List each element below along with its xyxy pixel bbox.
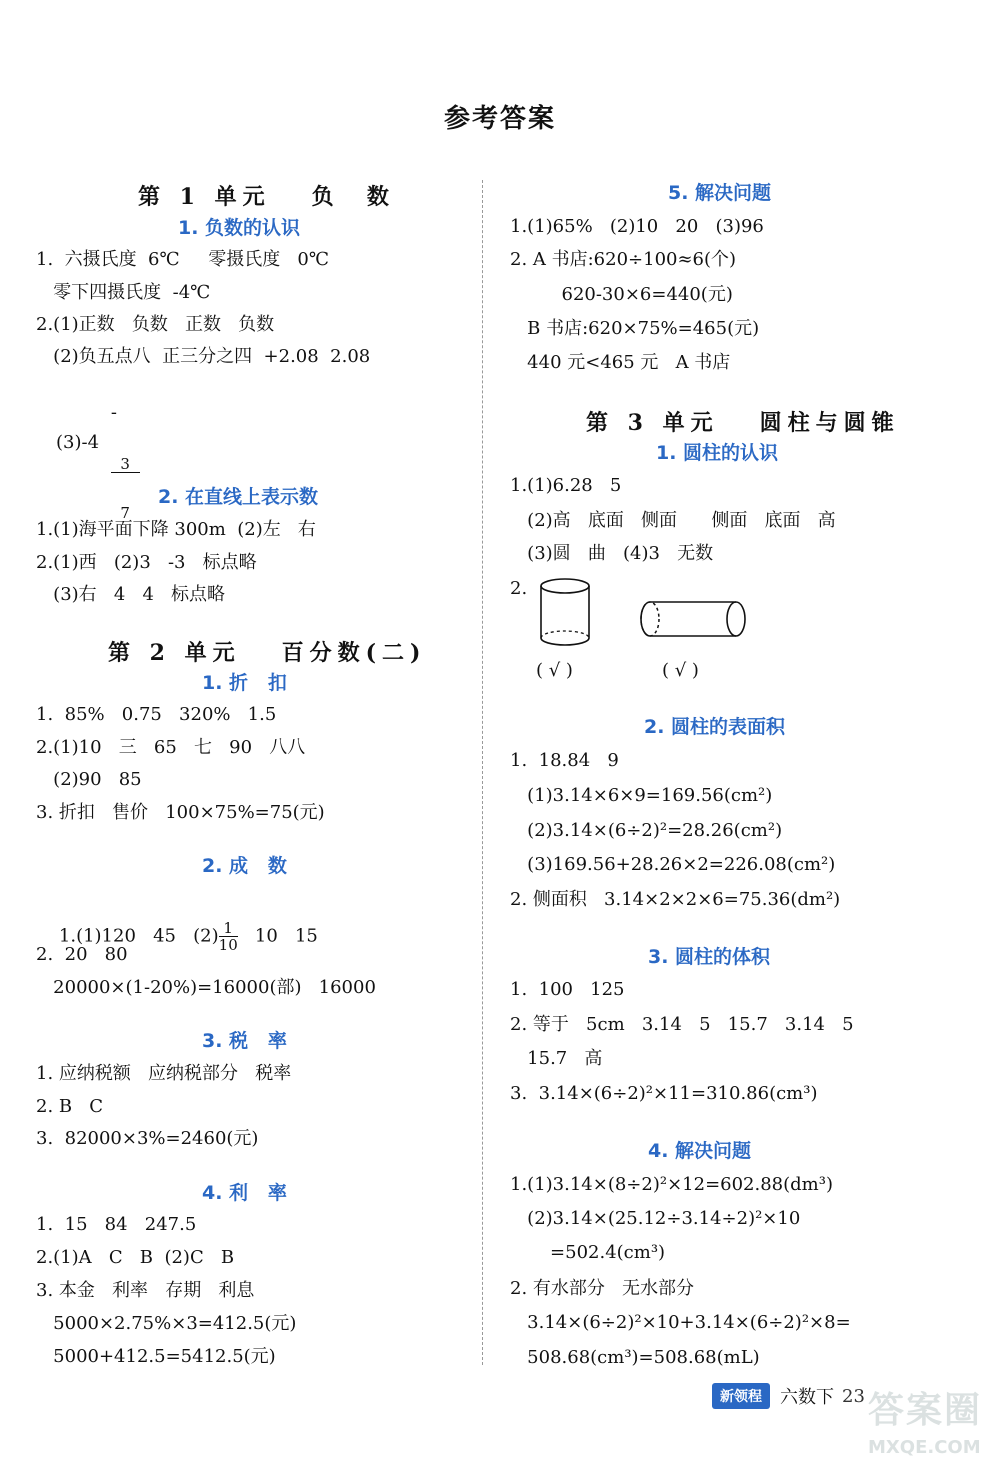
answer-line: 440 元<465 元 A 书店: [510, 352, 731, 373]
answer-line: (2)90 85: [36, 769, 142, 790]
answer-line: 3. 本金 利率 存期 利息: [36, 1280, 255, 1301]
unit-3-heading: 第 3 单元 圆柱与圆锥: [586, 410, 900, 436]
answer-line: 1. 应纳税额 应纳税部分 税率: [36, 1063, 292, 1084]
fraction-numerator: 3: [111, 456, 140, 473]
answer-line: (3)-4: [56, 432, 100, 453]
section-heading: 3. 圆柱的体积: [648, 946, 771, 968]
section-heading: 1. 折 扣: [202, 672, 287, 694]
answer-line: 2. 有水部分 无水部分: [510, 1278, 695, 1299]
answer-line: (2)3.14×(6÷2)²=28.26(cm²): [510, 820, 783, 841]
answer-line: 1. 六摄氏度 6℃ 零摄氏度 0℃: [36, 249, 330, 270]
answer-line: 2.(1)10 三 65 七 90 八八: [36, 737, 306, 758]
answer-line: 3. 折扣 售价 100×75%=75(元): [36, 802, 325, 823]
answer-line: 1.(1)6.28 5: [510, 475, 622, 496]
answer-line: 零下四摄氏度 -4℃: [36, 282, 211, 303]
answer-line: 2.(1)西 (2)3 -3 标点略: [36, 552, 257, 573]
section-heading: 4. 利 率: [202, 1182, 287, 1204]
answer-line: 2.: [510, 578, 528, 599]
answer-line: 1. 85% 0.75 320% 1.5: [36, 704, 277, 725]
answer-line: 3. 82000×3%=2460(元): [36, 1128, 259, 1149]
section-heading: 2. 在直线上表示数: [158, 486, 319, 508]
answer-line: 2. 20 80: [36, 944, 128, 965]
answer-line: (1)3.14×6×9=169.56(cm²): [510, 785, 773, 806]
answer-line: 1. 100 125: [510, 979, 625, 1000]
answer-line: 20000×(1-20%)=16000(部) 16000: [36, 977, 376, 998]
section-heading: 1. 负数的认识: [178, 217, 301, 239]
answer-line: 1.(1)海平面下降 300m (2)左 右: [36, 519, 316, 540]
grade-label: 六数下: [780, 1387, 834, 1408]
answer-line: 2. 侧面积 3.14×2×2×6=75.36(dm²): [510, 889, 841, 910]
answer-line: (3)圆 曲 (4)3 无数: [510, 543, 714, 564]
answer-line: =502.4(cm³): [510, 1242, 666, 1263]
section-heading: 2. 圆柱的表面积: [644, 716, 786, 738]
answer-line: 3. 3.14×(6÷2)²×11=310.86(cm³): [510, 1083, 818, 1104]
horizontal-cylinder-figure: [636, 598, 754, 642]
check-mark-2: ( √ ): [662, 660, 699, 681]
section-heading: 4. 解决问题: [648, 1140, 752, 1162]
answer-line: 2. 等于 5cm 3.14 5 15.7 3.14 5: [510, 1014, 854, 1035]
answer-line: (2)负五点八 正三分之四 +2.08 2.08: [36, 346, 371, 367]
fraction-denominator: 10: [218, 936, 238, 954]
watermark-url: MXQE.COM: [868, 1437, 981, 1458]
answer-line: 5000+412.5=5412.5(元): [36, 1346, 276, 1367]
answer-line: 2. A 书店:620÷100≈6(个): [510, 249, 737, 270]
fraction: [219, 920, 238, 953]
check-mark-1: ( √ ): [536, 660, 573, 681]
answer-line: 1.(1)65% (2)10 20 (3)96: [510, 216, 764, 237]
answer-line: (3)169.56+28.26×2=226.08(cm²): [510, 854, 836, 875]
watermark-logo: [868, 1382, 988, 1462]
fraction-denominator: 7: [120, 504, 130, 522]
answer-line: 620-30×6=440(元): [510, 284, 733, 305]
brand-badge: 新领程: [712, 1383, 770, 1409]
answer-line: 2. B C: [36, 1096, 104, 1117]
column-divider: [482, 180, 483, 1365]
section-heading: 5. 解决问题: [668, 182, 772, 204]
answer-line: 508.68(cm³)=508.68(mL): [510, 1347, 760, 1368]
page-number: 23: [842, 1385, 865, 1407]
answer-line: B 书店:620×75%=465(元): [510, 318, 760, 339]
fraction-numerator: 1: [219, 920, 238, 937]
answer-line: (2)高 底面 侧面 侧面 底面 高: [510, 510, 836, 531]
answer-line: 2.(1)A C B (2)C B: [36, 1247, 235, 1268]
answer-line: 2.(1)正数 负数 正数 负数: [36, 314, 275, 335]
negative-sign: -: [110, 402, 117, 423]
page-title: 参考答案: [443, 104, 556, 134]
page-footer: [712, 1383, 865, 1409]
vertical-cylinder-figure: [536, 576, 602, 656]
answer-line: 1.(1)3.14×(8÷2)²×12=602.88(dm³): [510, 1174, 833, 1195]
answer-line: 5000×2.75%×3=412.5(元): [36, 1313, 297, 1334]
answer-line: (3)右 4 4 标点略: [36, 584, 226, 605]
answer-text: 10 15: [237, 925, 318, 947]
answer-line: 1. 15 84 247.5: [36, 1214, 197, 1235]
unit-2-heading: 第 2 单元 百分数(二): [108, 640, 427, 666]
section-heading: 2. 成 数: [202, 855, 287, 877]
watermark-text: 答案圈: [868, 1390, 983, 1431]
answer-text: 1.(1)120 45 (2): [58, 925, 219, 947]
section-heading: 3. 税 率: [202, 1030, 287, 1052]
section-heading: 1. 圆柱的认识: [656, 442, 779, 464]
unit-1-heading: 第 1 单元 负 数: [138, 184, 395, 210]
fraction-answer: [88, 380, 140, 575]
answer-line: 1. 18.84 9: [510, 750, 619, 771]
answer-line: 15.7 高: [510, 1048, 603, 1069]
answer-line: (2)3.14×(25.12÷3.14÷2)²×10: [510, 1208, 801, 1229]
answer-line: 3.14×(6÷2)²×10+3.14×(6÷2)²×8=: [510, 1312, 851, 1333]
